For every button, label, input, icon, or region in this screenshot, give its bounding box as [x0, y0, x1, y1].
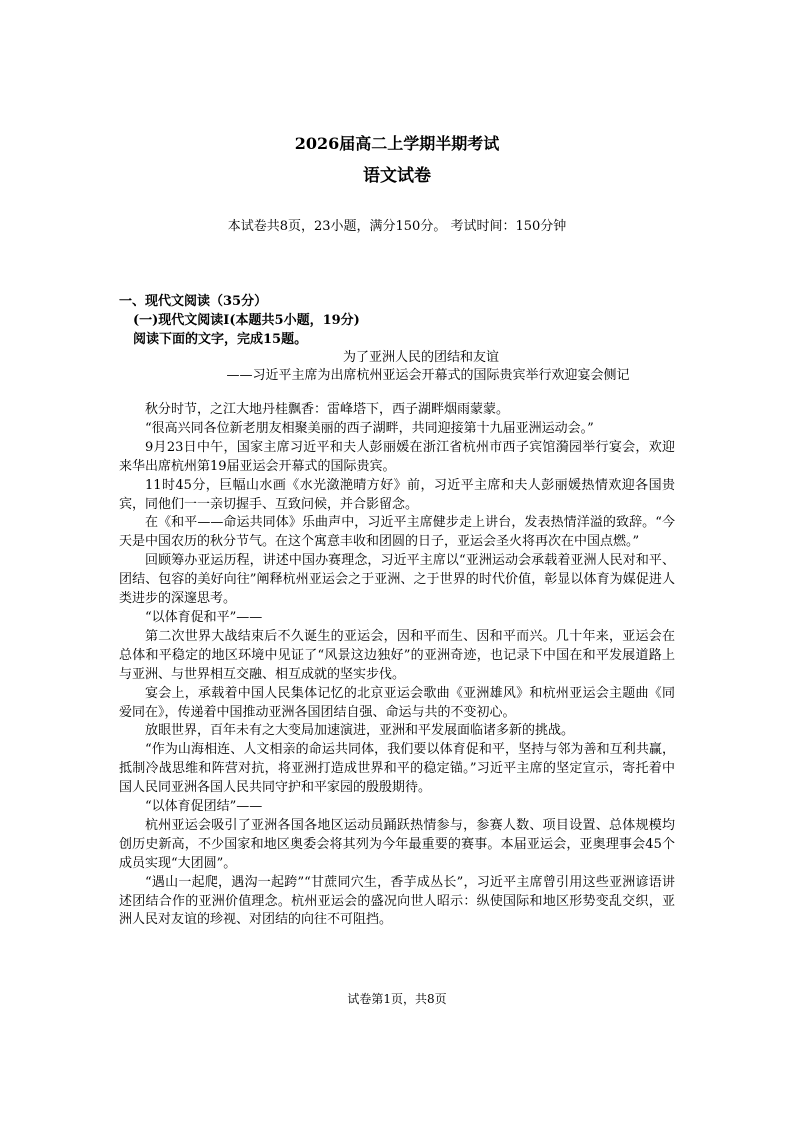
exam-info: 本试卷共8页，23小题，满分150分。 考试时间：150分钟: [227, 219, 567, 234]
article-paragraph: “以体育促团结”——: [145, 799, 263, 815]
article-paragraph: “遇山一起爬，遇沟一起跨”“甘蔗同穴生，香芋成丛长”，习近平主席曾引用这些亚洲谚语讲述团结合作的亚洲价值理念。杭州亚运会的盛况向世人昭示：纵使国际和地区形势变乱交织，亚洲人民对友谊的珍视、对团结的向往不可阻挡。: [119, 874, 675, 928]
article-paragraph: “作为山海相连、人文相亲的命运共同体，我们要以体育促和平，坚持与邻为善和互利共赢，抵制冷战思维和阵营对抗，将亚洲打造成世界和平的稳定锚。”习近平主席的坚定宣示，寄托着中国人民同亚洲各国人民共同守护和平家园的殷殷期待。: [119, 742, 675, 796]
article-paragraph: 秋分时节，之江大地丹桂飘香：雷峰塔下，西子湖畔烟雨蒙蒙。: [145, 402, 510, 417]
article-paragraph: 回顾筹办亚运历程，讲述中国办赛理念，习近平主席以“亚洲运动会承载着亚洲人民对和平、团结、包容的美好向往”阐释杭州亚运会之于亚洲、之于世界的时代价值，彰显以体育为媒促进人类进步的深邃思考。: [119, 553, 675, 607]
article-paragraph: “以体育促和平”——: [145, 609, 263, 625]
article-paragraph: 11时45分，巨幅山水画《水光潋滟晴方好》前，习近平主席和夫人彭丽媛热情欢迎各国贵宾，同他们一一亲切握手、互致问候，并合影留念。: [119, 477, 675, 512]
article-paragraph: 宴会上，承载着中国人民集体记忆的北京亚运会歌曲《亚洲雄风》和杭州亚运会主题曲《同爱同在》，传递着中国推动亚洲各国团结自强、命运与共的不变初心。: [119, 685, 675, 720]
article-paragraph: 杭州亚运会吸引了亚洲各国各地区运动员踊跃热情参与，参赛人数、项目设置、总体规模均创历史新高，不少国家和地区奥委会将其列为今年最重要的赛事。本届亚运会，亚奥理事会45个成员实现“大团圆”。: [119, 817, 675, 871]
article-paragraph: 第二次世界大战结束后不久诞生的亚运会，因和平而生、因和平而兴。几十年来，亚运会在总体和平稳定的地区环境中见证了“风景这边独好”的亚洲奇迹，也记录下中国在和平发展道路上与亚洲、与世界相互交融、相互成就的坚实步伐。: [119, 628, 675, 682]
article-paragraph: 9月23日中午，国家主席习近平和夫人彭丽媛在浙江省杭州市西子宾馆漪园举行宴会，欢迎来华出席杭州第19届亚运会开幕式的国际贵宾。: [119, 439, 675, 474]
article-body: [119, 401, 675, 930]
article-paragraph: “很高兴同各位新老朋友相聚美丽的西子湖畔，共同迎接第十九届亚洲运动会。”: [145, 420, 594, 436]
reading-instruction: 阅读下面的文字，完成15题。: [133, 332, 308, 347]
exam-title: 2026届高二上学期半期考试: [294, 134, 500, 153]
article-paragraph: 放眼世界，百年未有之大变局加速演进，亚洲和平发展面临诸多新的挑战。: [145, 723, 575, 739]
article-subtitle: ——习近平主席为出席杭州亚运会开幕式的国际贵宾举行欢迎宴会侧记: [226, 368, 630, 383]
subsection-heading: (一)现代文阅读Ⅰ(本题共5小题，19分): [133, 313, 360, 328]
section-heading: 一、现代文阅读（35分）: [119, 294, 268, 309]
article-paragraph: 在《和平——命运共同体》乐曲声中，习近平主席健步走上讲台，发表热情洋溢的致辞。“今天是中国农历的秋分节气。在这个寓意丰收和团圆的日子，亚运会圣火将再次在中国点燃。”: [119, 515, 675, 550]
subject-title: 语文试卷: [363, 166, 431, 186]
page-footer: 试卷第1页，共8页: [347, 992, 447, 1006]
article-title: 为了亚洲人民的团结和友谊: [342, 350, 499, 365]
